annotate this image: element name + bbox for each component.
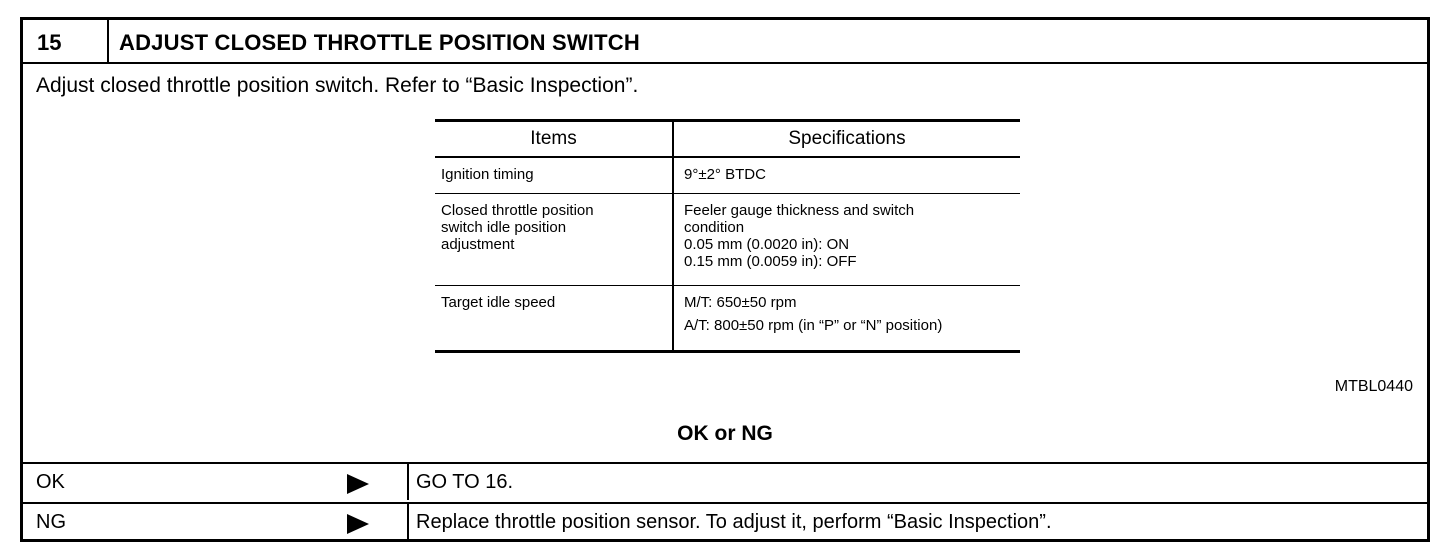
arrow-right-icon xyxy=(347,514,369,534)
spec-cell xyxy=(673,157,1020,193)
arrow-right-icon xyxy=(347,474,369,494)
spec-line: M/T: 650±50 rpm xyxy=(684,293,797,311)
ok-action: GO TO 16. xyxy=(416,471,514,493)
ok-row xyxy=(23,462,1427,500)
decision-label: OK or NG xyxy=(677,422,773,445)
row-divider xyxy=(407,464,409,500)
spec-line: 0.15 mm (0.0059 in): OFF xyxy=(684,252,857,270)
item-line: Closed throttle position xyxy=(441,201,594,219)
spec-table xyxy=(435,119,1020,353)
spec-line: A/T: 800±50 rpm (in “P” or “N” position) xyxy=(684,316,943,334)
item-cell xyxy=(435,193,673,285)
spec-cell xyxy=(673,285,1020,351)
header-items: Items xyxy=(435,121,673,158)
step-instruction: Adjust closed throttle position switch. Refer to “Basic Inspection”. xyxy=(36,74,639,97)
step-title: ADJUST CLOSED THROTTLE POSITION SWITCH xyxy=(119,30,640,55)
item-line: Target idle speed xyxy=(441,293,556,311)
spec-cell xyxy=(673,193,1020,285)
spec-line: condition xyxy=(684,218,745,236)
row-divider xyxy=(407,504,409,540)
item-line: switch idle position xyxy=(441,218,567,236)
item-line: Ignition timing xyxy=(441,166,534,183)
ng-action: Replace throttle position sensor. To adjust it, perform “Basic Inspection”. xyxy=(416,511,1052,533)
ok-label: OK xyxy=(36,471,65,493)
table-row xyxy=(435,193,1020,285)
item-cell xyxy=(435,157,673,193)
item-line: adjustment xyxy=(441,235,515,253)
ng-row xyxy=(23,502,1427,540)
header-specifications: Specifications xyxy=(673,121,1020,158)
table-row xyxy=(435,157,1020,193)
item-cell xyxy=(435,285,673,351)
step-number: 15 xyxy=(23,20,109,62)
ng-label: NG xyxy=(36,511,66,533)
spec-line: 0.05 mm (0.0020 in): ON xyxy=(684,235,850,253)
table-row xyxy=(435,285,1020,351)
table-code: MTBL0440 xyxy=(1334,378,1413,395)
spec-line: Feeler gauge thickness and switch xyxy=(684,201,915,219)
step-frame xyxy=(20,17,1430,542)
spec-line: 9°±2° BTDC xyxy=(684,166,766,183)
step-header xyxy=(23,20,1427,64)
